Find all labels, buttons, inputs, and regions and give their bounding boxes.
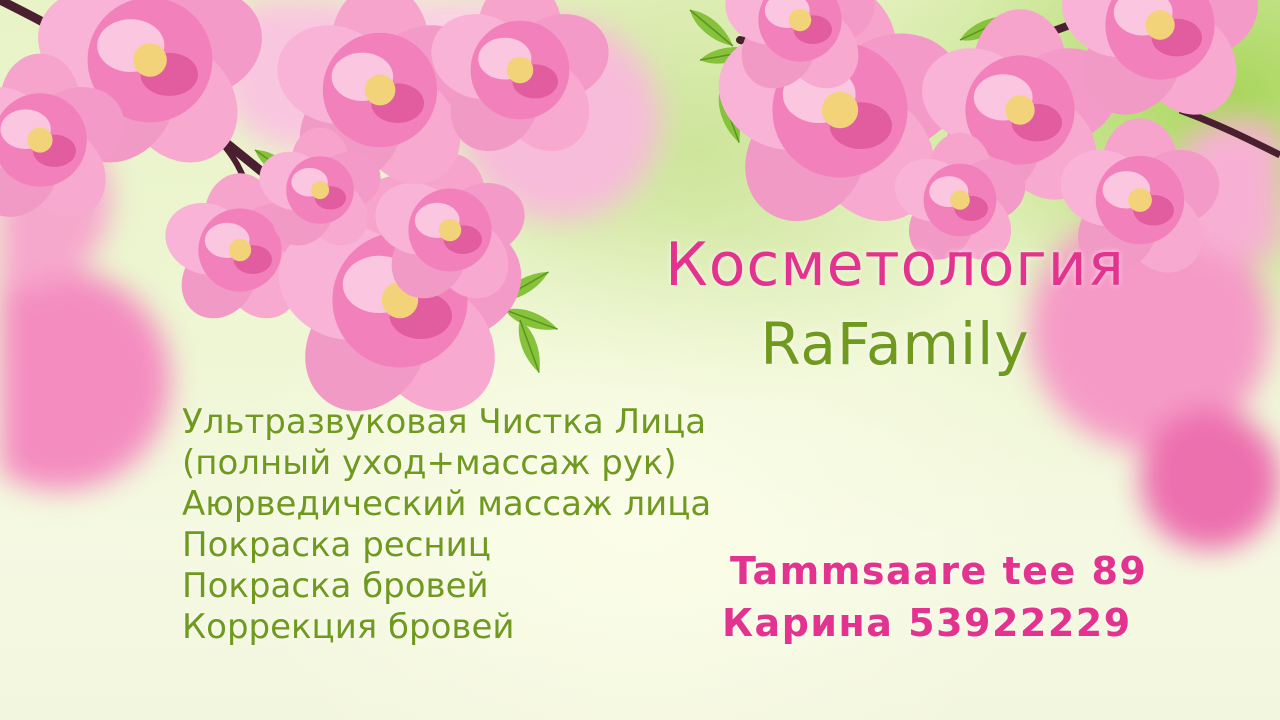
- address-text: Tammsaare tee 89: [730, 549, 1148, 593]
- business-title: Косметология: [665, 230, 1125, 300]
- left-branch: [0, 0, 620, 435]
- service-item: Ультразвуковая Чистка Лица: [182, 402, 707, 442]
- phone-text: Карина 53922229: [722, 601, 1132, 645]
- contact-block: [722, 545, 1147, 649]
- service-item: Покраска бровей: [182, 566, 489, 606]
- service-item: Коррекция бровей: [182, 607, 515, 647]
- service-item: Покраска ресниц: [182, 525, 491, 565]
- leaf-icon: [502, 303, 560, 336]
- business-name: RaFamily: [760, 310, 1030, 378]
- service-item: Аюрведический массаж лица: [182, 484, 712, 524]
- services-list: [182, 402, 711, 648]
- service-item: (полный уход+массаж рук): [182, 443, 677, 483]
